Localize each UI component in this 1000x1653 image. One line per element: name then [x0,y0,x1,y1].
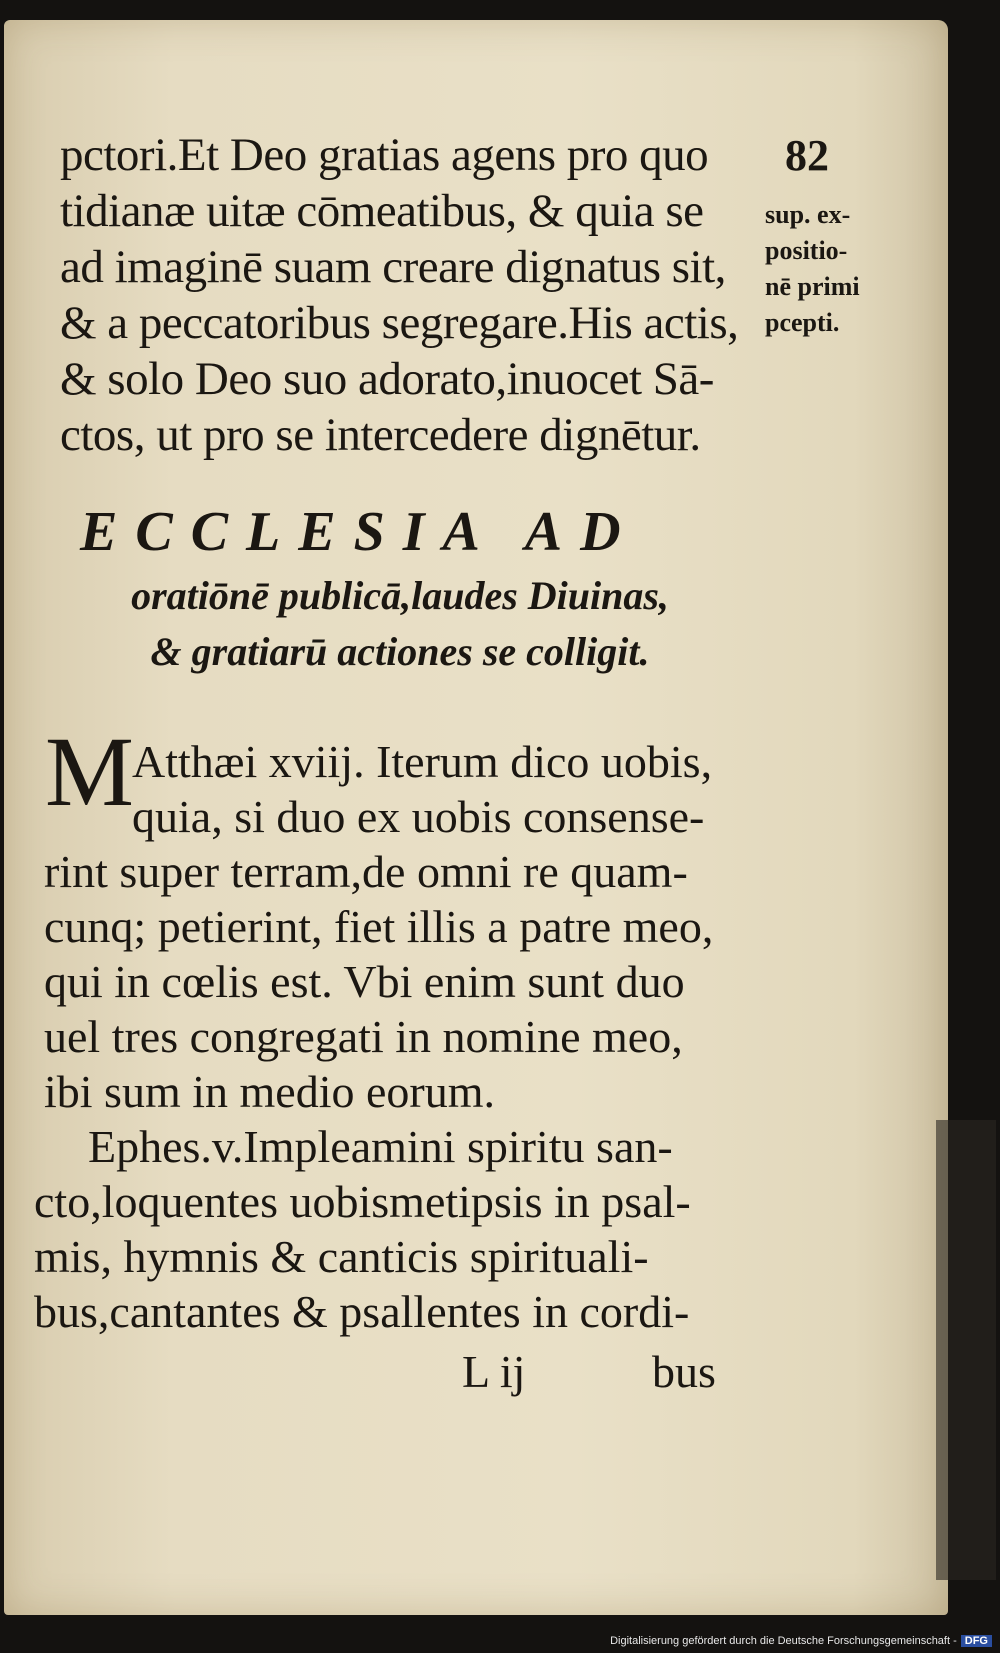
section-heading: ECCLESIA AD [80,501,639,563]
body-line-6: uel tres congregati in nomine meo, [44,1011,683,1062]
margin-note-2: positio- [765,236,848,265]
signature-mark: L ij [462,1346,526,1397]
credit-text: Digitalisierung gefördert durch die Deutsche Forschungsgemeinschaft - [610,1635,957,1647]
body-line-2: quia, si duo ex uobis consense- [132,791,705,842]
margin-note-1: sup. ex- [765,200,851,229]
margin-note-4: pcepti. [765,308,840,337]
body-line-5: qui in cœlis est. Vbi enim sunt duo [44,956,685,1007]
text-line-4: & a peccatoribus segregare.His actis, [60,297,739,349]
text-line-2: tidianæ uitæ cōmeatibus, & quia se [60,185,704,237]
drop-capital: M [45,716,134,827]
body-line-11: bus,cantantes & psallentes in cordi- [34,1286,690,1337]
text-line-6: ctos, ut pro se intercedere dignētur. [60,409,701,461]
folio-number: 82 [785,131,829,180]
margin-note-3: nē primi [765,272,860,301]
text-line-1: pctori.Et Deo gratias agens pro quo [60,129,709,181]
section-subheading-1: oratiōnē publicā,laudes Diuinas, [131,573,669,618]
text-line-5: & solo Deo suo adorato,inuocet Sā- [60,353,714,405]
dfg-logo: DFG [961,1635,992,1647]
body-line-10: mis, hymnis & canticis spirituali- [34,1231,649,1282]
body-line-8: Ephes.v.Impleamini spiritu san- [88,1121,673,1172]
section-subheading-2: & gratiarū actiones se colligit. [150,629,650,674]
body-line-4: cunq; petierint, fiet illis a patre meo, [44,901,714,952]
body-line-3: rint super terram,de omni re quam- [44,846,688,897]
body-line-1: Atthæi xviij. Iterum dico uobis, [132,736,713,787]
digitization-credit [610,1635,992,1647]
page-edge-shadow [936,1120,996,1580]
catchword: bus [652,1346,716,1397]
text-line-3: ad imaginē suam creare dignatus sit, [60,241,726,293]
body-line-7: ibi sum in medio eorum. [44,1066,496,1117]
body-line-9: cto,loquentes uobismetipsis in psal- [34,1176,691,1227]
